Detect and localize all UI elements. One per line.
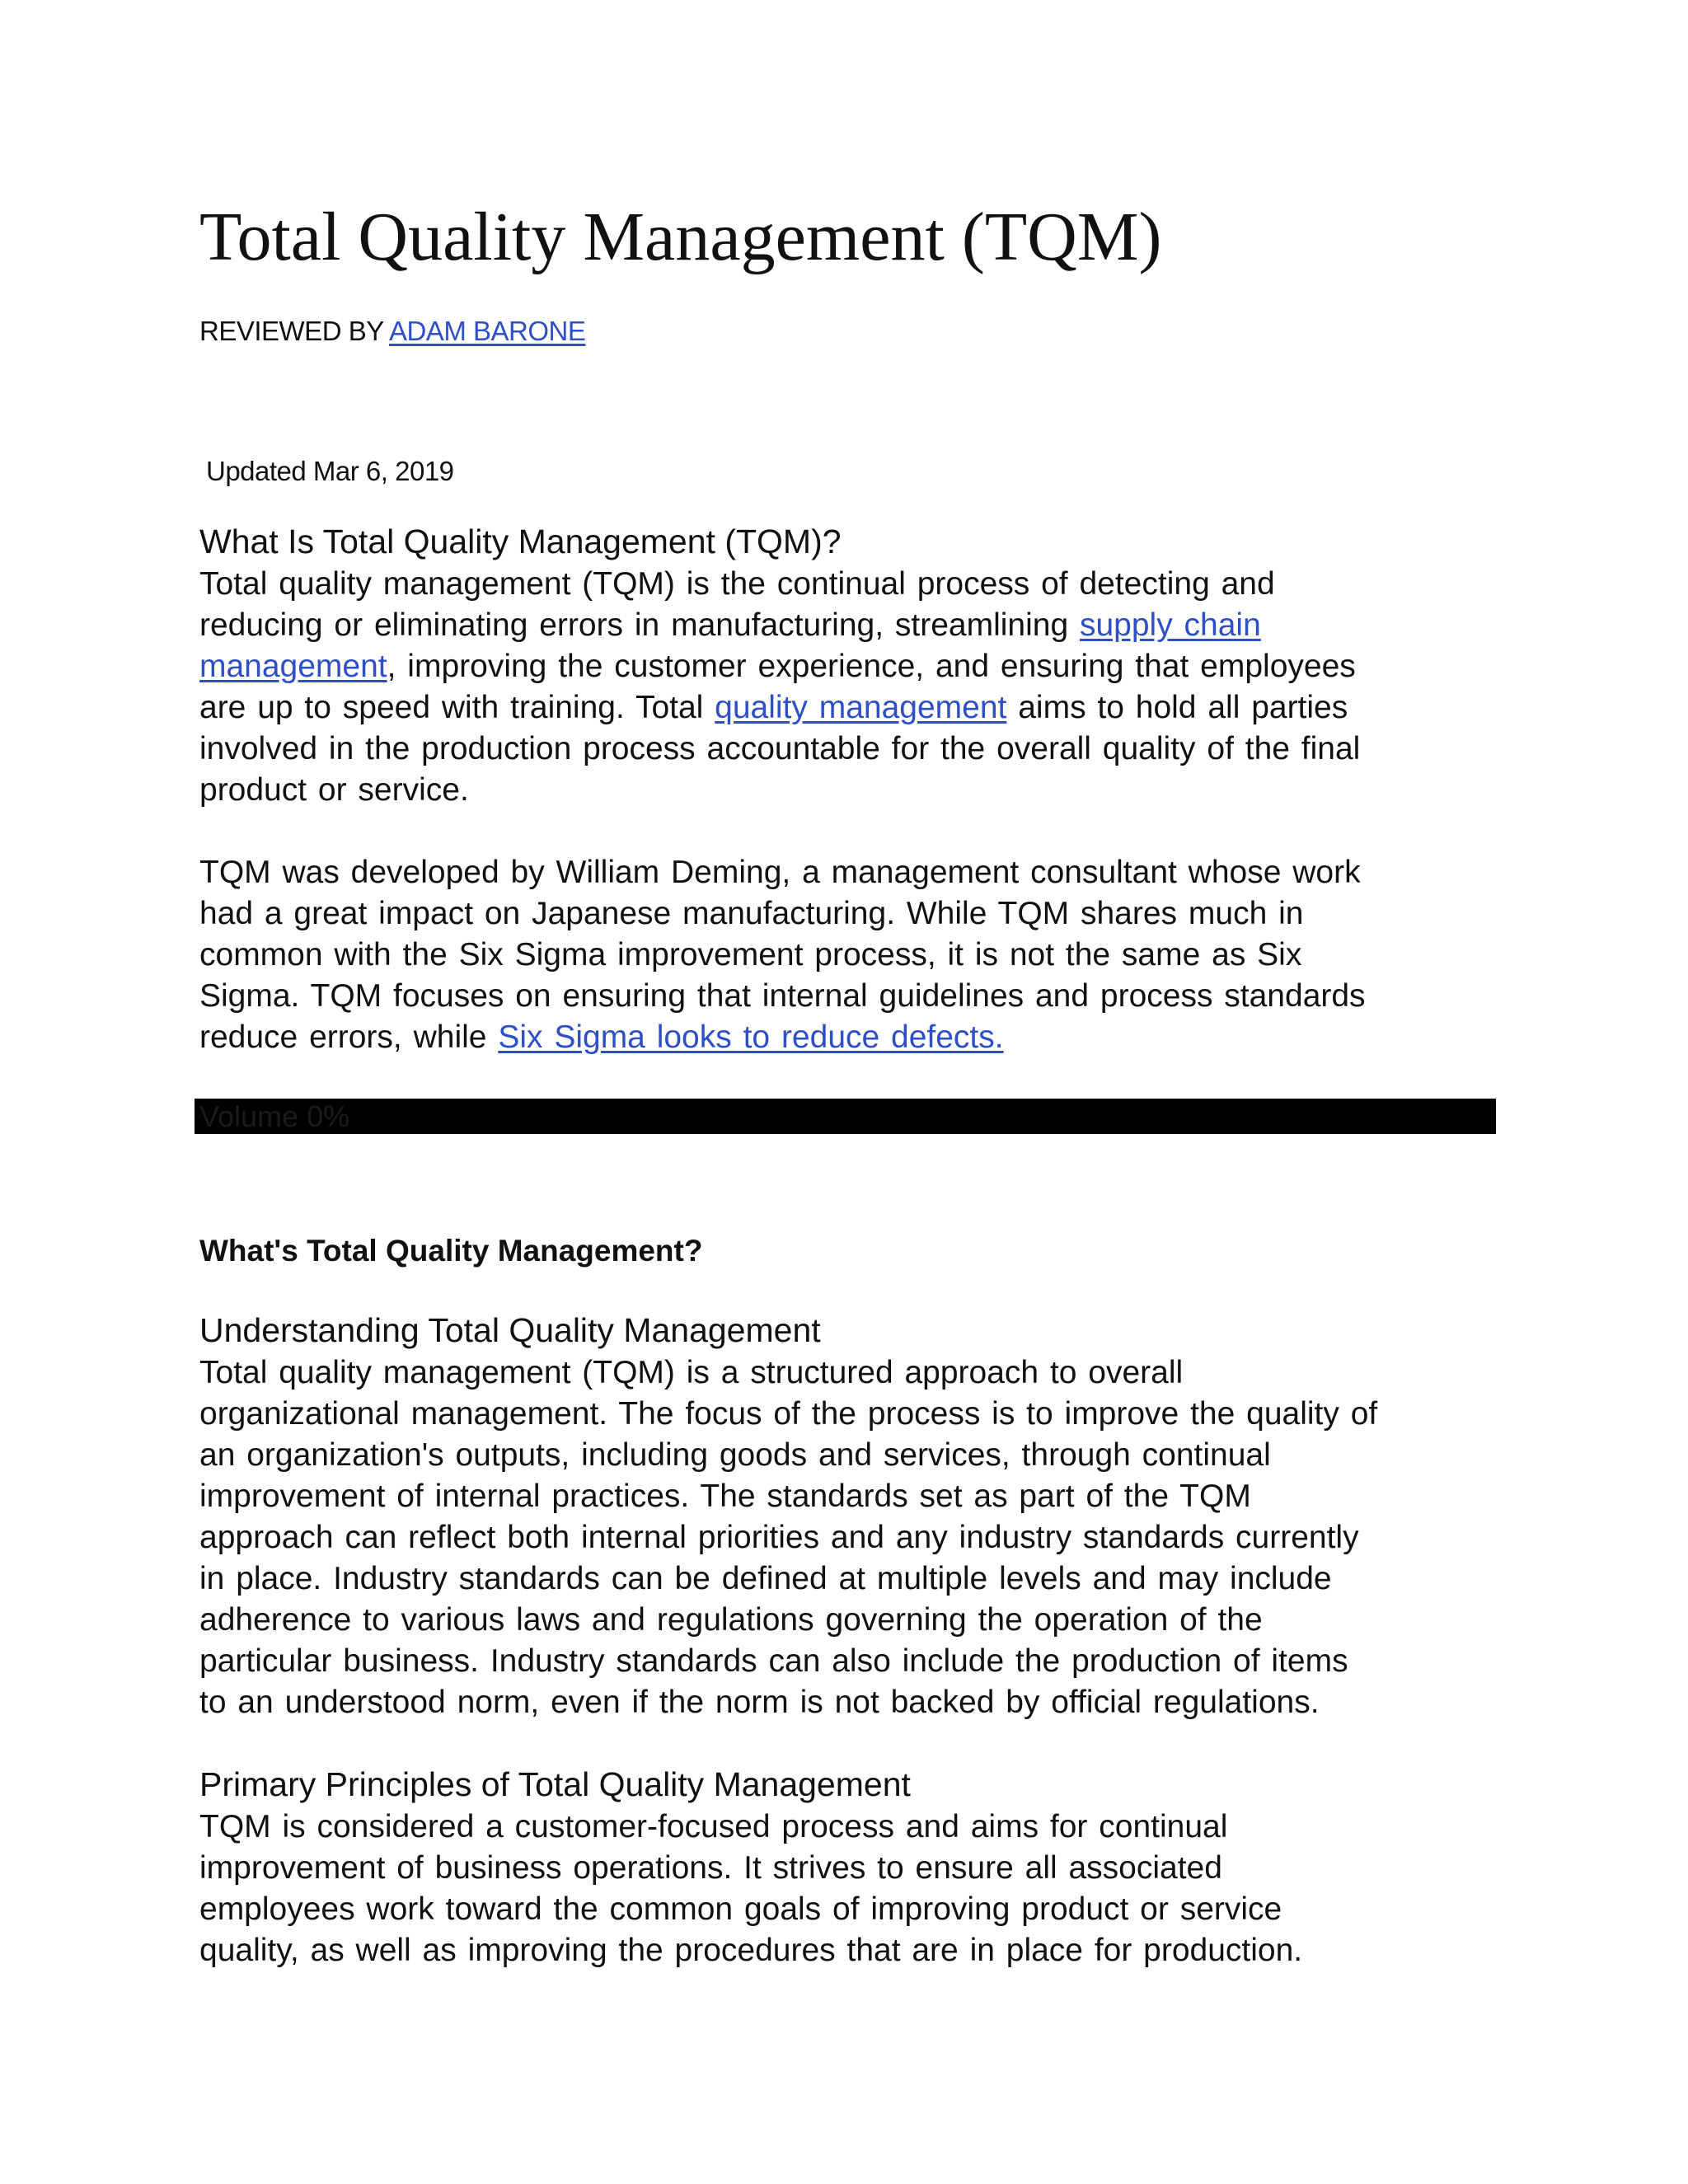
text-line: particular business. Industry standards can also include the production of items [199,1643,1348,1679]
reviewer-link[interactable]: ADAM BARONE [388,316,586,346]
text-line: in place. Industry standards can be defined at multiple levels and may include [199,1561,1332,1596]
article-title: Total Quality Management (TQM) [199,199,1162,275]
text-line: product or service. [199,772,469,808]
text-line: Sigma. TQM focuses on ensuring that internal guidelines and process standards [199,978,1366,1014]
six-sigma-link[interactable]: Six Sigma looks to reduce defects. [498,1019,1004,1055]
text-line: common with the Six Sigma improvement process, it is not the same as Six [199,937,1302,972]
text-line: organizational management. The focus of the process is to improve the quality of [199,1396,1378,1432]
text-line: adherence to various laws and regulations governing the operation of the [199,1602,1263,1638]
text-line [199,687,1493,729]
text-span: reducing or eliminating errors in manufacturing, streamlining [199,607,1080,643]
text-line: improvement of internal practices. The standards set as part of the TQM [199,1479,1251,1514]
section-heading-what-is-tqm: What Is Total Quality Management (TQM)? [199,523,842,560]
quality-management-link[interactable]: quality management [715,690,1007,725]
reviewed-by-label: REVIEWED BY [199,316,389,346]
video-title: What's Total Quality Management? [199,1234,703,1268]
text-line: TQM is considered a customer-focused process and aims for continual [199,1809,1228,1844]
text-line: involved in the production process accountable for the overall quality of the final [199,731,1361,766]
text-line [199,1017,1493,1058]
updated-date: Updated Mar 6, 2019 [206,456,454,486]
byline [199,313,585,349]
text-span: are up to speed with training. Total [199,690,715,725]
text-line: Total quality management (TQM) is the continual process of detecting and [199,566,1275,602]
text-line: improvement of business operations. It strives to ensure all associated [199,1850,1222,1886]
paragraph-principles [199,1807,1493,1971]
paragraph-intro [199,564,1493,811]
text-span: , improving the customer experience, and ensuring that employees [387,649,1356,684]
paragraph-deming [199,852,1493,1058]
text-span: aims to hold all parties [1006,690,1348,725]
text-line: approach can reflect both internal priorities and any industry standards currently [199,1520,1359,1555]
supply-chain-link[interactable]: supply chain [1079,607,1261,643]
text-line: had a great impact on Japanese manufacturing. While TQM shares much in [199,896,1304,931]
text-line: to an understood norm, even if the norm is not backed by official regulations. [199,1685,1320,1720]
section-heading-principles: Primary Principles of Total Quality Management [199,1765,911,1803]
text-line: an organization's outputs, including goods and services, through continual [199,1437,1271,1473]
text-line [199,646,1493,687]
section-heading-understanding: Understanding Total Quality Management [199,1311,821,1349]
text-line: quality, as well as improving the procedures that are in place for production. [199,1933,1303,1968]
text-line: employees work toward the common goals of improving product or service [199,1891,1282,1927]
text-line: TQM was developed by William Deming, a management consultant whose work [199,855,1361,890]
volume-label[interactable]: Volume 0% [199,1099,350,1133]
text-line [199,605,1493,646]
video-player-bar[interactable] [195,1099,1496,1134]
paragraph-understanding [199,1352,1493,1723]
text-line: Total quality management (TQM) is a structured approach to overall [199,1355,1184,1390]
supply-chain-link-continued[interactable]: management [199,649,387,684]
text-span: reduce errors, while [199,1019,499,1055]
